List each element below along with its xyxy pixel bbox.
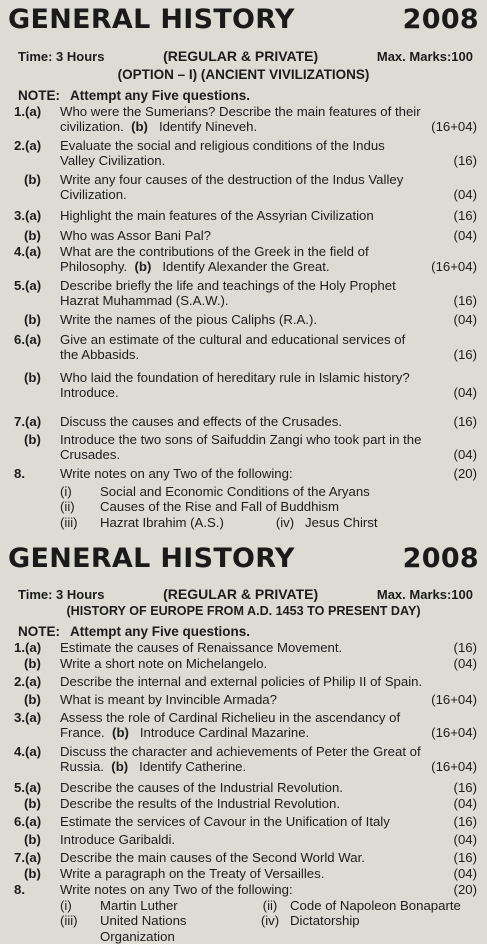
paper1-line-text: Who were the Sumerians? Describe the main features of their	[60, 104, 421, 119]
paper1-note-num: (iv)	[275, 514, 295, 530]
paper1-question	[14, 312, 477, 327]
paper2-question-line	[60, 832, 477, 847]
paper2-marks: (16+04)	[431, 725, 477, 741]
paper2-line-text: Write a short note on Michelangelo.	[60, 656, 268, 671]
paper2-note	[18, 624, 250, 639]
paper1-question-line	[60, 447, 477, 462]
paper1-question-number: 1.(a)	[14, 104, 42, 119]
paper2-sub-text: Introduce Cardinal Mazarine.	[139, 725, 310, 741]
paper2-max-marks: Max. Marks:100	[376, 587, 473, 602]
paper2-question	[14, 640, 477, 655]
paper2-question-text	[60, 692, 477, 707]
paper1-note	[18, 88, 250, 103]
paper1-question-text	[60, 278, 477, 309]
paper1-question-line	[60, 278, 477, 293]
paper1-question-text	[60, 312, 477, 327]
paper1-marks: (04)	[453, 312, 477, 327]
paper2-marks: (16+04)	[431, 692, 477, 707]
paper2-line-text: Describe the internal and external policies of Philip II of Spain.	[60, 674, 423, 689]
paper2-question	[14, 850, 477, 865]
paper1-question-number: 3.(a)	[14, 208, 42, 223]
paper2-note-item	[60, 898, 477, 913]
paper2-question-text	[60, 710, 477, 741]
paper1-line-text: Highlight the main features of the Assyrian Civilization	[60, 208, 374, 223]
paper2-question-number: (b)	[24, 832, 41, 847]
paper1-question	[14, 138, 477, 169]
paper2-line-text: Describe the causes of the Industrial Revolution.	[60, 780, 343, 795]
paper1-note-text: Attempt any Five questions.	[70, 88, 251, 103]
paper1-sub-label: (b)	[123, 119, 159, 135]
paper1-time: Time: 3 Hours	[18, 49, 105, 64]
paper2-line-text: Estimate the services of Cavour in the Unification of Italy	[60, 814, 390, 829]
paper2-question	[14, 674, 477, 689]
paper2-marks: (16)	[453, 850, 477, 865]
paper1-line-text: Write notes on any Two of the following:	[60, 466, 293, 481]
paper2-note-num: (i)	[60, 898, 72, 913]
paper2-note-label: NOTE:	[18, 624, 60, 639]
paper2-marks: (16)	[453, 814, 477, 829]
paper1-question-text	[60, 466, 477, 481]
paper1-question	[14, 278, 477, 309]
paper1-question-text	[60, 228, 477, 243]
paper2-question-number: 1.(a)	[14, 640, 42, 655]
paper1-line-text: Philosophy. (b) Identify Alexander the Great.	[60, 259, 330, 275]
paper1-note-topic: Jesus Chirst	[305, 514, 378, 530]
paper2-question-text	[60, 780, 477, 795]
paper2-question	[14, 656, 477, 671]
paper1-question	[14, 104, 477, 135]
paper2-question-text	[60, 882, 477, 897]
paper2-note-topic: Code of Napoleon Bonaparte	[290, 898, 461, 913]
paper2-marks: (16+04)	[431, 759, 477, 775]
paper1-marks: (16+04)	[431, 259, 477, 275]
paper2-question-number: 6.(a)	[14, 814, 42, 829]
paper1-line-text: Introduce the two sons of Saifuddin Zangi who took part in the	[60, 432, 422, 447]
paper1-question-line	[60, 208, 477, 223]
paper2-question-text	[60, 744, 477, 775]
paper1-note-label: NOTE:	[18, 88, 60, 103]
paper2-question-text	[60, 866, 477, 881]
paper2-title-text: GENERAL HISTORY	[8, 543, 295, 574]
paper1-question-text	[60, 104, 477, 135]
paper1-question-line	[60, 293, 477, 308]
paper1-question-line	[60, 466, 477, 481]
paper1-question-text	[60, 138, 477, 169]
paper1-notes-rows	[60, 484, 477, 530]
paper2-line-text: Estimate the causes of Renaissance Movement.	[60, 640, 343, 655]
paper2-question-line	[60, 725, 477, 740]
paper2-question-number: 5.(a)	[14, 780, 42, 795]
paper2-question-line	[60, 640, 477, 655]
paper1-marks: (04)	[453, 385, 477, 401]
paper1-question-number: 4.(a)	[14, 244, 42, 259]
paper2-question	[14, 866, 477, 881]
paper2-question	[14, 744, 477, 775]
paper1-note-num: (ii)	[60, 499, 75, 515]
paper2-question-text	[60, 656, 477, 671]
paper2-question	[14, 882, 477, 897]
paper2-question	[14, 832, 477, 847]
paper1-title-year: 2008	[402, 4, 479, 35]
paper1-note-item	[60, 499, 477, 514]
paper2-marks: (16)	[453, 780, 477, 795]
paper1-question-line	[60, 172, 477, 187]
paper2-question-number: (b)	[24, 656, 41, 671]
paper2-marks: (20)	[453, 882, 477, 897]
paper2-question-text	[60, 850, 477, 865]
paper2-question-text	[60, 640, 477, 655]
paper2-line-text: Describe the main causes of the Second World War.	[60, 850, 365, 865]
paper1-question-number: (b)	[24, 172, 41, 187]
paper2-line-text: Discuss the character and achievements of Peter the Great of	[60, 744, 421, 759]
paper1-marks: (16)	[453, 208, 477, 223]
paper1-question-number: 5.(a)	[14, 278, 42, 293]
paper2-question-number: 2.(a)	[14, 674, 42, 689]
paper1-question-number: 7.(a)	[14, 414, 42, 429]
paper1-note-topic: Hazrat Ibrahim (A.S.)	[100, 514, 224, 530]
paper2-sub-text: Identify Catherine.	[139, 759, 247, 775]
paper2-question-number: (b)	[24, 796, 41, 811]
paper2-question-line	[60, 692, 477, 707]
paper1-question-line	[60, 187, 477, 202]
paper1-line-text: Write the names of the pious Caliphs (R.A.).	[60, 312, 318, 327]
paper2-exam-type: (REGULAR & PRIVATE)	[163, 586, 319, 602]
paper2-question-number: 4.(a)	[14, 744, 42, 759]
paper1-line-text: What are the contributions of the Greek in the field of	[60, 244, 369, 259]
paper1-line-text: civilization. (b) Identify Nineveh.	[60, 119, 258, 135]
paper1-question-number: (b)	[24, 432, 41, 447]
paper2-note-num: (iii)	[60, 913, 78, 929]
paper1-marks: (16)	[453, 414, 477, 429]
paper2-marks: (04)	[453, 656, 477, 671]
paper2-line-text: Write notes on any Two of the following:	[60, 882, 293, 897]
paper2-question-number: 8.	[14, 882, 25, 897]
paper2-question-line	[60, 759, 477, 774]
paper1-line-text: the Abbasids.	[60, 347, 140, 363]
paper2-question-line	[60, 710, 477, 725]
paper1-line-text: Give an estimate of the cultural and educational services of	[60, 332, 406, 347]
paper1-sub-text: Identify Alexander the Great.	[162, 259, 330, 275]
paper2-question	[14, 692, 477, 707]
paper1-sub-label: (b)	[127, 259, 163, 275]
paper1-max-marks: Max. Marks:100	[376, 49, 473, 64]
paper1-question-line	[60, 138, 477, 153]
paper2-question-line	[60, 674, 477, 689]
paper1-option: (OPTION – I) (ANCIENT VIVILIZATIONS)	[117, 67, 370, 82]
paper2-title	[8, 543, 479, 574]
paper2-question-line	[60, 882, 477, 897]
paper2-option: (HISTORY OF EUROPE FROM A.D. 1453 TO PRESENT DAY)	[66, 604, 421, 618]
paper1-line-text: Introduce.	[60, 385, 119, 401]
paper2-sub-label: (b)	[103, 759, 140, 775]
paper2-question-number: (b)	[24, 692, 41, 707]
paper1-question-line	[60, 244, 477, 259]
paper2-note-text: Attempt any Five questions.	[70, 624, 251, 639]
paper1-line-text: Who was Assor Bani Pal?	[60, 228, 211, 243]
paper2-meta-row	[18, 586, 473, 602]
paper1-title-text: GENERAL HISTORY	[8, 4, 295, 35]
paper2-line-text: Introduce Garibaldi.	[60, 832, 176, 847]
paper1-question-line	[60, 119, 477, 134]
paper2-question-line	[60, 656, 477, 671]
paper1-question-line	[60, 104, 477, 119]
paper1-marks: (04)	[453, 228, 477, 243]
paper1-question-line	[60, 385, 477, 400]
paper2-marks: (04)	[453, 832, 477, 847]
paper2-question-line	[60, 796, 477, 811]
paper1-question-text	[60, 332, 477, 363]
paper1-question-line	[60, 153, 477, 168]
paper1-note-item	[60, 515, 477, 530]
paper1-question-line	[60, 432, 477, 447]
paper1-question-line	[60, 332, 477, 347]
paper1-question	[14, 370, 477, 401]
paper2-question	[14, 780, 477, 795]
paper2-question-text	[60, 796, 477, 811]
paper2-marks: (04)	[453, 866, 477, 881]
paper2-question-number: 3.(a)	[14, 710, 42, 725]
paper1-question-line	[60, 312, 477, 327]
paper2-note-topic: Dictatorship	[290, 913, 360, 929]
paper1-question-number: (b)	[24, 228, 41, 243]
paper1-line-text: Write any four causes of the destruction of the Indus Valley	[60, 172, 404, 187]
paper1-question-text	[60, 208, 477, 223]
paper1-question-text	[60, 370, 477, 401]
paper2-sub-label: (b)	[104, 725, 140, 741]
paper2-note-num: (iv)	[260, 913, 280, 929]
paper2-question-line	[60, 744, 477, 759]
paper1-question	[14, 208, 477, 223]
paper2-notes-list	[14, 898, 477, 944]
paper2-question-text	[60, 814, 477, 829]
paper1-question-line	[60, 259, 477, 274]
paper2-line-text: Write a paragraph on the Treaty of Versailles.	[60, 866, 325, 881]
paper1-line-text: Discuss the causes and effects of the Crusades.	[60, 414, 342, 429]
paper1-question-text	[60, 172, 477, 203]
paper2-time: Time: 3 Hours	[18, 587, 105, 602]
paper1-line-text: Civilization.	[60, 187, 127, 203]
paper1-question-number: (b)	[24, 370, 41, 385]
paper2-line-text: Describe the results of the Industrial Revolution.	[60, 796, 341, 811]
paper2-note-num: (ii)	[262, 898, 278, 913]
paper2-note-item	[60, 913, 477, 944]
paper1-question	[14, 466, 477, 481]
paper1-question-line	[60, 228, 477, 243]
paper2-marks: (04)	[453, 796, 477, 811]
paper2-line-text: Russia. (b) Identify Catherine.	[60, 759, 247, 775]
paper1-question	[14, 244, 477, 275]
paper2-notes-rows	[60, 898, 477, 944]
paper1-question-text	[60, 414, 477, 429]
paper1-marks: (16)	[453, 293, 477, 309]
paper1-marks: (20)	[453, 466, 477, 481]
paper2-question-line	[60, 850, 477, 865]
paper1-question	[14, 332, 477, 363]
paper2-title-year: 2008	[402, 543, 479, 574]
paper1-question-number: 8.	[14, 466, 25, 481]
paper1-line-text: Crusades.	[60, 447, 121, 463]
paper1-question-line	[60, 370, 477, 385]
paper1-question	[14, 432, 477, 463]
paper2-question-number: 7.(a)	[14, 850, 42, 865]
paper2-question	[14, 814, 477, 829]
paper1-title	[8, 4, 479, 35]
paper2-question	[14, 796, 477, 811]
paper1-question-number: (b)	[24, 312, 41, 327]
paper1-question-line	[60, 347, 477, 362]
paper2-question-text	[60, 832, 477, 847]
paper1-question-text	[60, 432, 477, 463]
paper1-note-topic: Causes of the Rise and Fall of Buddhism	[100, 499, 339, 515]
paper1-line-text: Describe briefly the life and teachings of the Holy Prophet	[60, 278, 396, 293]
paper2-question-line	[60, 866, 477, 881]
paper1-line-text: Valley Civilization.	[60, 153, 166, 169]
paper1-question-line	[60, 414, 477, 429]
paper1-notes-list	[14, 484, 477, 530]
paper2-note-topic: Martin Luther	[100, 898, 178, 913]
paper2-note-topic: United Nations Organization	[100, 913, 187, 944]
paper1-line-text: Evaluate the social and religious conditions of the Indus	[60, 138, 385, 153]
paper1-question	[14, 414, 477, 429]
paper1-marks: (16+04)	[431, 119, 477, 135]
paper1-note-num: (iii)	[60, 514, 78, 530]
paper2-question	[14, 710, 477, 741]
paper1-line-text: Hazrat Muhammad (S.A.W.).	[60, 293, 229, 309]
paper1-sub-text: Identify Nineveh.	[158, 119, 258, 135]
paper2-question-line	[60, 780, 477, 795]
paper1-meta-row	[18, 48, 473, 64]
paper2-line-text: What is meant by Invincible Armada?	[60, 692, 277, 707]
paper1-note-item	[60, 484, 477, 499]
paper2-line-text: France. (b) Introduce Cardinal Mazarine.	[60, 725, 310, 741]
paper2-line-text: Assess the role of Cardinal Richelieu in the ascendancy of	[60, 710, 401, 725]
paper1-marks: (04)	[453, 187, 477, 203]
paper1-note-num: (i)	[60, 484, 72, 499]
paper1-question-number: 6.(a)	[14, 332, 42, 347]
paper1-exam-type: (REGULAR & PRIVATE)	[163, 48, 319, 64]
paper1-question-number: 2.(a)	[14, 138, 42, 153]
paper1-question-text	[60, 244, 477, 275]
paper1-question	[14, 172, 477, 203]
paper2-question-line	[60, 814, 477, 829]
paper1-marks: (16)	[453, 153, 477, 169]
paper1-line-text: Who laid the foundation of hereditary rule in Islamic history?	[60, 370, 410, 385]
paper2-marks: (16)	[453, 640, 477, 655]
paper1-marks: (04)	[453, 447, 477, 463]
paper2-question-text	[60, 674, 477, 689]
paper1-marks: (16)	[453, 347, 477, 363]
paper1-note-topic: Social and Economic Conditions of the Aryans	[100, 484, 370, 499]
paper1-question	[14, 228, 477, 243]
paper2-question-number: (b)	[24, 866, 41, 881]
